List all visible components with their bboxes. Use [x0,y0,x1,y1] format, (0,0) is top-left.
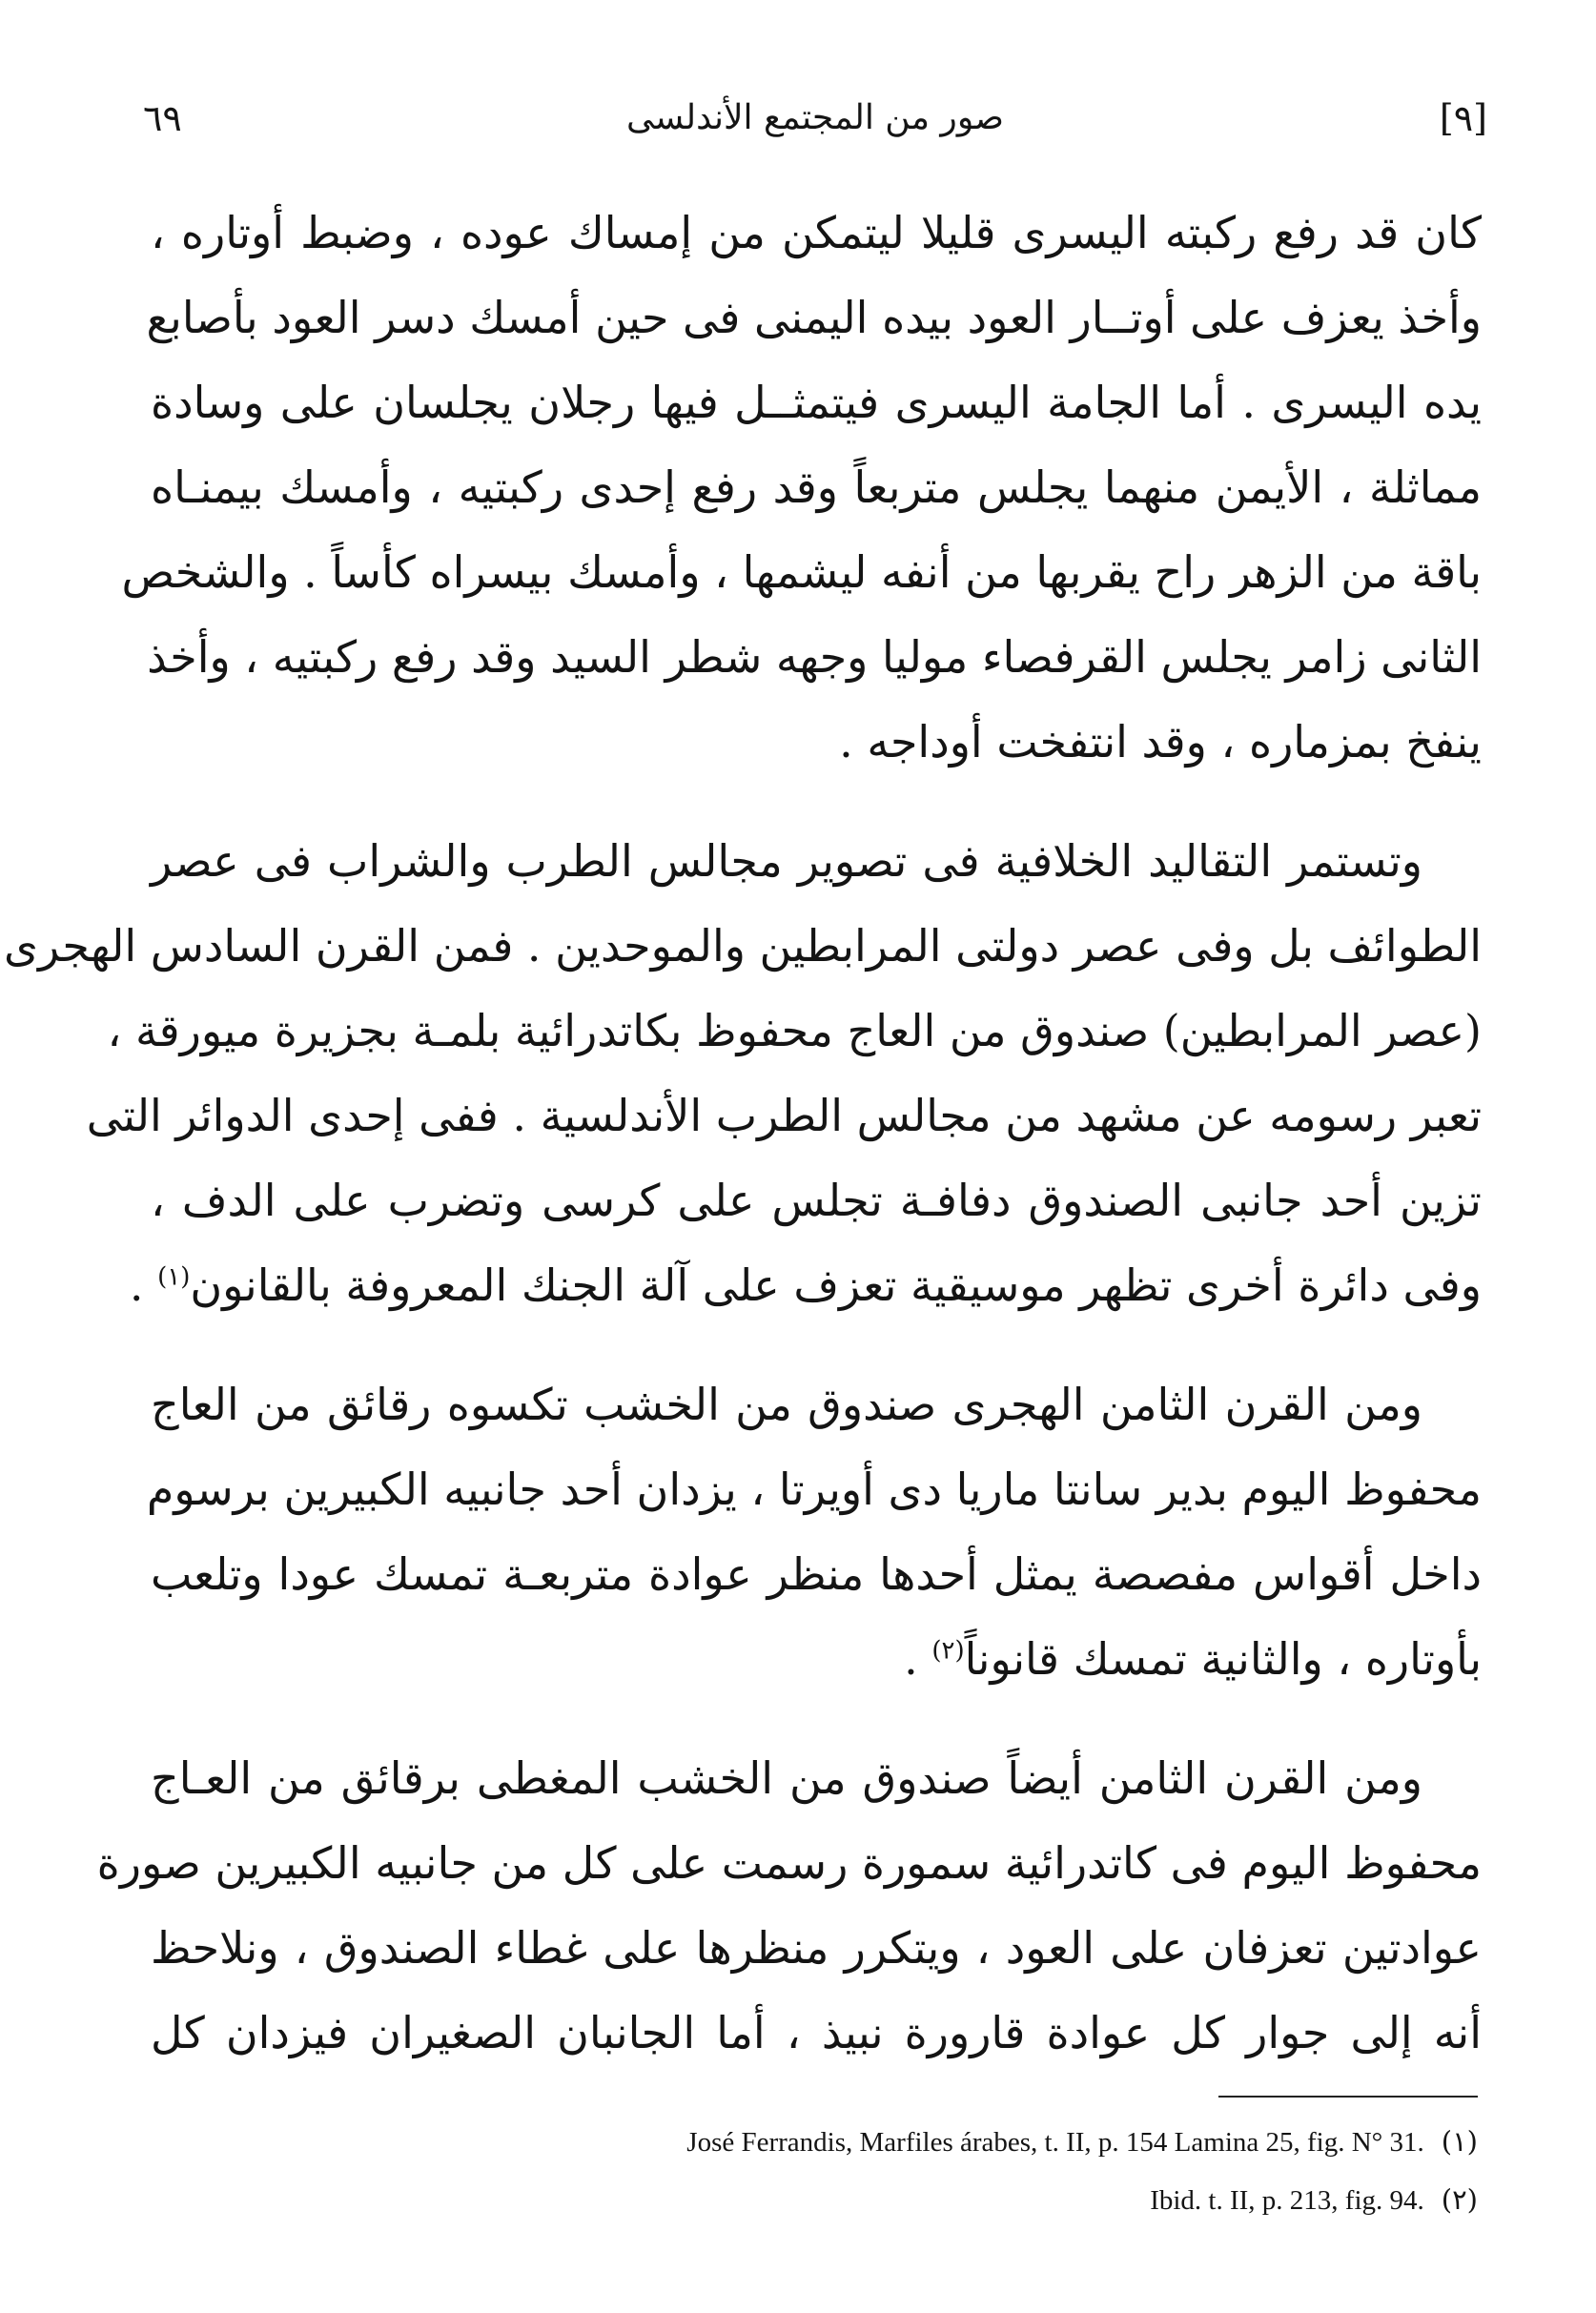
text-line: ينفخ بمزماره ، وقد انتفخت أوداجه . [839,716,1482,768]
footnote-mark: (٢) [1441,2183,1478,2216]
text-line: الطوائف بل وفى عصر دولتى المرابطين والموحدين . فمن القرن السادس الهجرى [4,920,1482,972]
text-line: بأوتاره ، والثانية تمسك قانوناً$^{(٢)}$ . [904,1633,1482,1685]
text-line: وتستمر التقاليد الخلافية فى تصوير مجالس الطرب والشراب فى عصر [151,835,1422,887]
text-line: مماثلة ، الأيمن منهما يجلس متربعاً وقد رفع إحدى ركبتيه ، وأمسك بيمنـاه [151,461,1482,513]
text-line: أنه إلى جوار كل عوادة قارورة نبيذ ، أما الجانبان الصغيران فيزدان كل [151,2007,1482,2058]
footnote-text: Ibid. t. II, p. 213, fig. 94. [1150,2185,1424,2216]
paragraph-2 [4,819,1482,1328]
text-line: الثانى زامر يجلس القرفصاء موليا وجهه شطر السيد وقد رفع ركبتيه ، وأخذ [147,631,1482,683]
text-line: باقة من الزهر راح يقربها من أنفه ليشمها ، وأمسك بيسراه كأساً . والشخص [121,546,1482,598]
text-line: محفوظ اليوم فى كاتدرائية سمورة رسمت على كل من جانبيه الكبيرين صورة [96,1837,1482,1889]
text-line: ومن القرن الثامن أيضاً صندوق من الخشب المغطى برقائق من العـاج [151,1752,1422,1804]
text-line: محفوظ اليوم بدير سانتا ماريا دى أويرتا ، يزدان أحد جانبيه الكبيرين برسوم [146,1464,1482,1515]
footnote-text: José Ferrandis, Marfiles árabes, t. II, p. 154 Lamina 25, fig. N° 31. [686,2127,1424,2158]
footnote-reference: (١) [157,1262,191,1292]
text-line: ومن القرن الثامن الهجرى صندوق من الخشب تكسوه رقائق من العاج [151,1379,1422,1430]
running-header [143,92,1487,149]
footnote-2 [143,2171,1478,2229]
text-line-content: بأوتاره ، والثانية تمسك قانوناً [964,1633,1482,1685]
paragraph-1 [121,191,1482,785]
text-line: يده اليسرى . أما الجامة اليسرى فيتمثــل فيها رجلان يجلسان على وسادة [151,377,1482,428]
text-line: تعبر رسومه عن مشهد من مجالس الطرب الأندلسية . ففى إحدى الدوائر التى [86,1090,1482,1141]
text-line: داخل أقواس مفصصة يمثل أحدها منظر عوادة متربعـة تمسك عودا وتلعب [151,1548,1482,1600]
footnote-reference: (٢) [931,1636,965,1666]
footnotes [143,2113,1478,2229]
footnote-1 [143,2113,1478,2171]
footnote-mark: (١) [1441,2125,1478,2158]
paragraph-gap [151,785,1482,819]
section-marker: [٩] [1439,97,1487,139]
text-line: وفى دائرة أخرى تظهر موسيقية تعزف على آلة الجنك المعروفة بالقانون$^{(١)}$ . [129,1259,1482,1311]
text-line: (عصر المرابطين) صندوق من العاج محفوظ بكاتدرائية بلمـة بجزيرة ميورقة ، [107,1005,1482,1056]
paragraph-3 [146,1362,1482,1702]
footnote-divider [1218,2096,1478,2098]
running-title: صور من المجتمع الأندلسى [626,98,1004,137]
paragraph-gap [151,1328,1482,1362]
text-line: وأخذ يعزف على أوتــار العود بيده اليمنى فى حين أمسك دسر العود بأصابع [146,292,1482,343]
paragraph-4 [96,1736,1482,2076]
text-line: تزين أحد جانبى الصندوق دفافـة تجلس على كرسى وتضرب على الدف ، [151,1175,1482,1226]
page-number: ٦٩ [143,97,182,139]
text-line-content: وفى دائرة أخرى تظهر موسيقية تعزف على آلة الجنك المعروفة بالقانون [190,1259,1482,1311]
text-line: عوادتين تعزفان على العود ، ويتكرر منظرها على غطاء الصندوق ، ونلاحظ [151,1922,1482,1974]
paragraph-gap [151,1702,1482,1736]
body-text [4,191,1482,2076]
text-line: كان قد رفع ركبته اليسرى قليلا ليتمكن من إمساك عوده ، وضبط أوتاره ، [151,207,1482,258]
